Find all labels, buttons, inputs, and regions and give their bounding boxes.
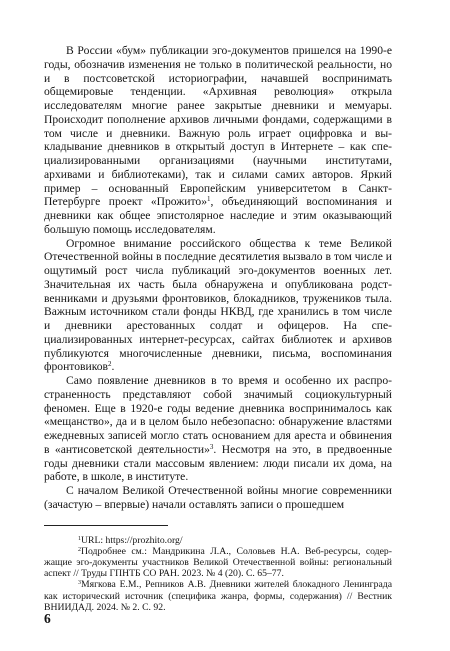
paragraph (44, 374, 392, 484)
paragraph-text: , объединяющий воспоминания и дневники как общее эпистолярное наследие и этим оказывающий большую помощь исследователям. (44, 195, 393, 236)
footnote-reference: 2 (108, 360, 112, 369)
footnote (44, 546, 392, 580)
paragraph-text: В России «бум» публикации эго-документов пришелся на 1990-е годы, обозначив изменения не только в политической реальности, но и в постсоветской историографии, начавшей воспринимать общемировые тенденции. «Архивная революция» открыла исследователям многие ранее закрытые дневники и мемуары. Происходит пополнение архивов личными фондами, содержащими в том числе и дневники. Важную роль играет оцифровка и выкладывание дневников в открытый доступ в Интернете – как специализированными организациями (научными институтами, архивами и библиотеками), так и силами самих авторов. Яркий пример – основанный Европейским университетом в Санкт-Петербурге проект «Прожито» (44, 44, 392, 209)
footnote-text: Мягкова Е.М., Репников А.В. Дневники жителей блокадного Ленинграда как исторический источник (специфика жанра, формы, содержания) // Вестник ВНИИДАД. 2024. № 2. С. 92. (44, 579, 392, 613)
paragraph-text: . (111, 360, 115, 374)
paragraph-text: . Несмотря на это, в предвоенные годы дневники стали массовым явлением: люди писали их дома, на работе, в школе, в институте. (44, 442, 393, 484)
page-number: 6 (44, 611, 51, 626)
paragraph-text: Огромное внимание российского общества к теме Великой Отечественной войны в последние десятилетия вызвало в том числе и ощутимый рост числа публикаций эго-документов военных лет. Значительная их часть была обнаружена и опубликована родственниками и друзьями фронтовиков, блокадников, тружеников тыла. Важным источником стали фонды НКВД, где хранились в том числе и дневники арестованных солдат и офицеров. На специализированных интернет-ресурсах, сайтах библиотек и архивов публикуются многочисленные дневники, письма, воспоминания фронтовиков (44, 236, 392, 374)
footnote (44, 535, 392, 546)
paragraph-text: С началом Великой Отечественной войны многие современники (зачастую – впервые) начали оставлять записи о прошедшем (44, 484, 392, 511)
footnotes (44, 535, 392, 613)
footnote-mark: 2 (78, 546, 81, 553)
footnote-divider (44, 525, 168, 526)
paragraph (44, 237, 392, 375)
footnote-mark: 1 (78, 535, 81, 542)
footnote-text: Подробнее см.: Мандрикина Л.А., Соловьев Н.А. Веб-ресурсы, содержащие эго-документы участников Великой Отечественной войны: региональный аспект // Труды ГПНТБ СО РАН. 2023. № 4 (20). С. 65–77. (44, 545, 392, 580)
paragraph (44, 484, 392, 512)
footnote-mark: 3 (78, 580, 81, 587)
footnote (44, 579, 392, 613)
paragraph (44, 44, 392, 237)
footnote-text: URL: https://prozhito.org/ (81, 534, 183, 546)
main-text (44, 44, 392, 512)
paragraph-text: Само появление дневников в то время и особенно их распространенность представляют собой значимый социокультурный феномен. Еще в 1920-е годы ведение дневника воспринималось как «мещанство», да и в целом было небезопасно: обнаружение властями ежедневных записей могло стать основанием для ареста и обвинения в «антисоветской деятельности» (44, 374, 392, 456)
footnote-reference: 1 (207, 195, 211, 204)
footnote-reference: 3 (209, 442, 214, 451)
